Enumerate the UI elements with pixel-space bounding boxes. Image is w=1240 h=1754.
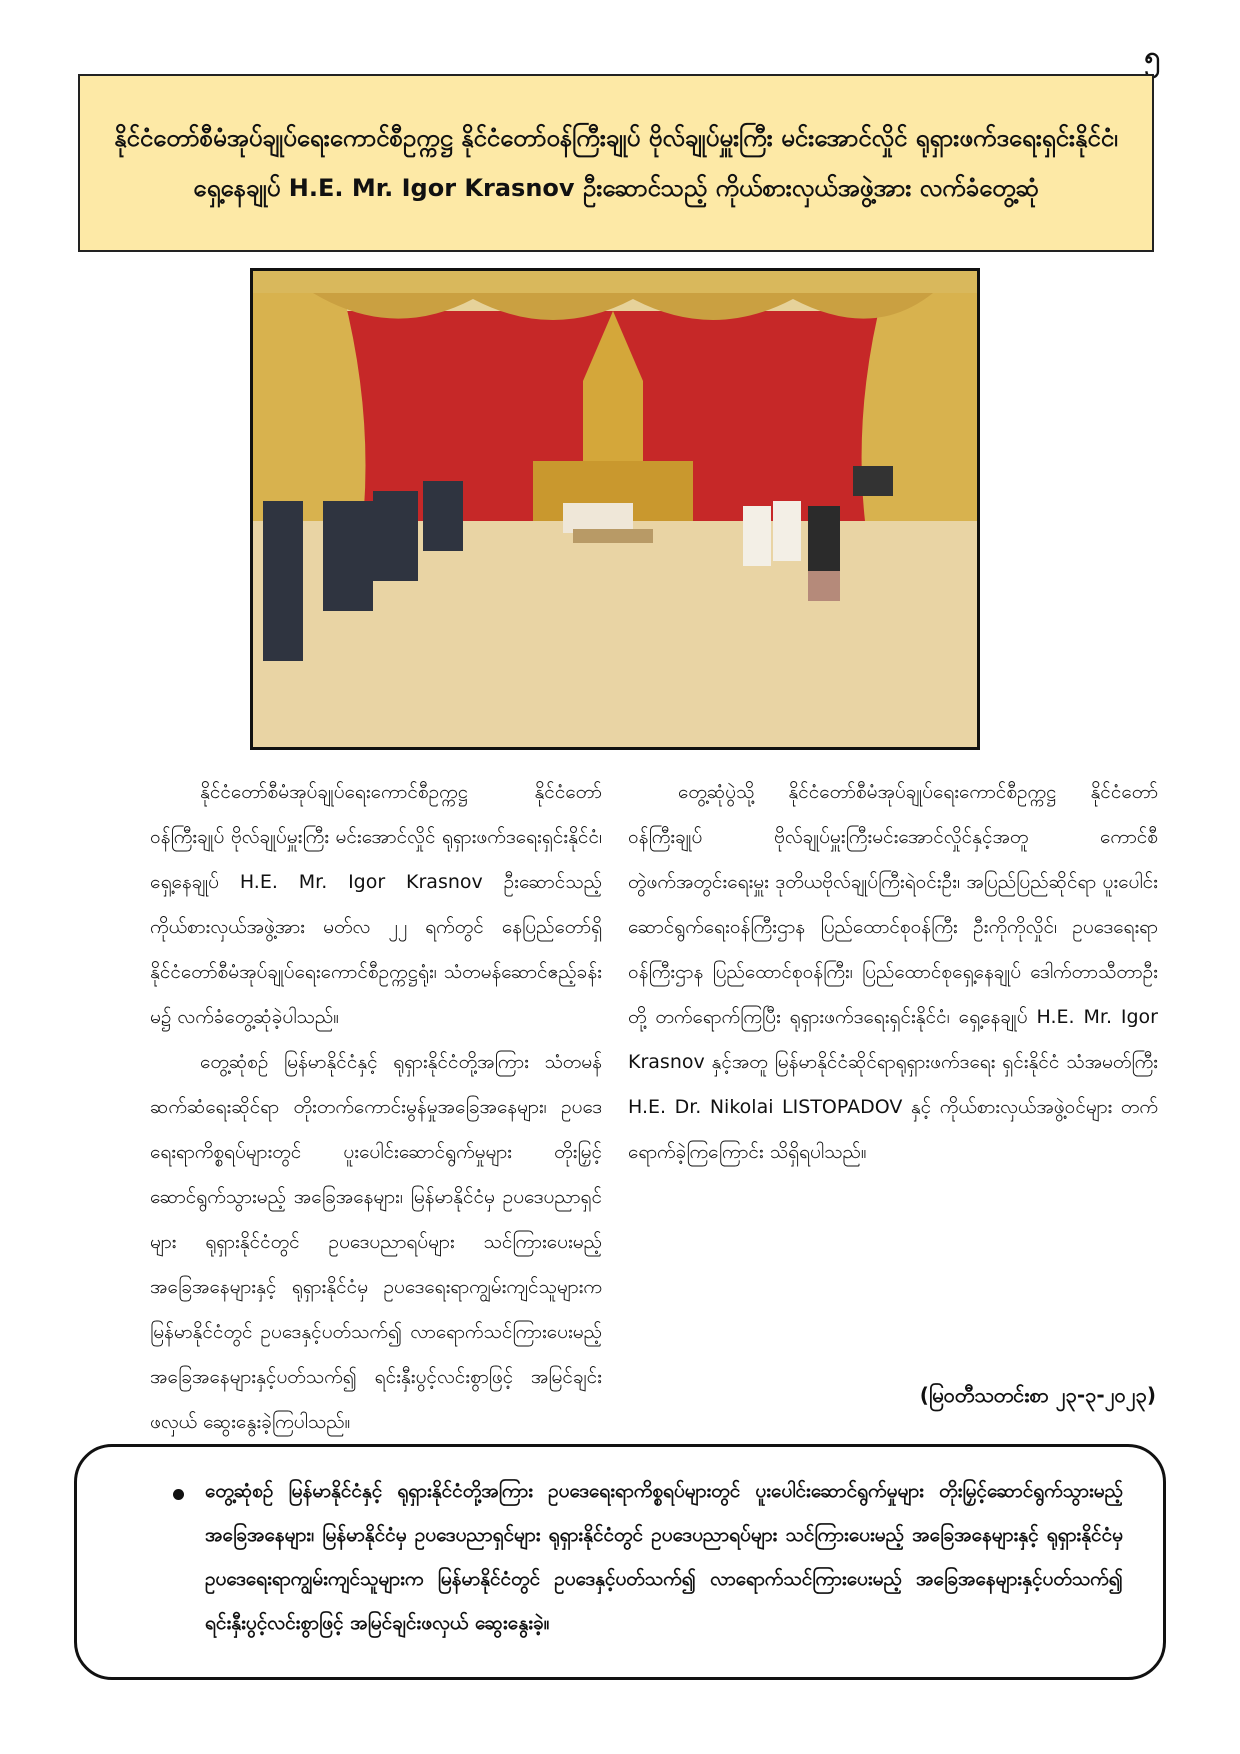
article-paragraph: နိုင်ငံတော်စီမံအုပ်ချုပ်ရေးကောင်စီဥက္ကဋ္ဌ နိုင်ငံတော်ဝန်ကြီးချုပ် ဗိုလ်ချုပ်မှူးကြီး မင်းအောင်လှိုင် ရုရှားဖက်ဒရေးရှင်းနိုင်ငံ၊ ရှေ့နေချုပ် H.E. Mr. Igor Krasnov ဦးဆောင်သည့် ကိုယ်စားလှယ်အဖွဲ့အား မတ်လ ၂၂ ရက်တွင် နေပြည်တော်ရှိ နိုင်ငံတော်စီမံအုပ်ချုပ်ရေးကောင်စီဥက္ကဋ္ဌရုံး၊ သံတမန်ဆောင်ဧည့်ခန်းမ၌ လက်ခံတွေ့ဆုံခဲ့ပါသည်။ [150,781,602,1028]
right-curtain [862,293,977,541]
camera-tripod [853,466,893,496]
headline-box [78,74,1154,252]
ceiling-trim [253,271,977,293]
headline: နိုင်ငံတော်စီမံအုပ်ချုပ်ရေးကောင်စီဥက္ကဋ္ဌ နိုင်ငံတော်ဝန်ကြီးချုပ် ဗိုလ်ချုပ်မှူးကြီး မင်းအောင်လှိုင် ရုရှားဖက်ဒရေးရှင်းနိုင်ငံ၊ ရှေ့နေချုပ် H.E. Mr. Igor Krasnov ဦးဆောင်သည့် ကိုယ်စားလှယ်အဖွဲ့အား လက်ခံတွေ့ဆုံ [114,124,1118,202]
meeting-room-photo [250,268,980,750]
photo-illustration [253,271,977,747]
source-citation: (မြဝတီသတင်းစာ ၂၃-၃-၂၀၂၃) [919,1383,1156,1407]
summary-text: တွေ့ဆုံစဉ် မြန်မာနိုင်ငံနှင့် ရုရှားနိုင်ငံတို့အကြား ဥပဒေရေးရာကိစ္စရပ်များတွင် ပူးပေါင်းဆောင်ရွက်မှုများ တိုးမြှင့်ဆောင်ရွက်သွားမည့် အခြေအနေများ၊ မြန်မာနိုင်ငံမှ ဥပဒေပညာရှင်များ ရုရှားနိုင်ငံတွင် ဥပဒေပညာရပ်များ သင်ကြားပေးမည့် အခြေအနေများနှင့် ရုရှားနိုင်ငံမှ ဥပဒေရေးရာကျွမ်းကျင်သူများက မြန်မာနိုင်ငံတွင် ဥပဒေနှင့်ပတ်သက်၍ လာရောက်သင်ကြားပေးမည့် အခြေအနေများနှင့်ပတ်သက်၍ ရင်းနှီးပွင့်လင်းစွာဖြင့် အမြင်ချင်းဖလှယ် ဆွေးနွေးခဲ့။ [205,1480,1123,1634]
seated-host [563,503,633,533]
article-column-right [628,770,1158,1175]
article-column-left [150,770,602,1445]
summary-box [74,1444,1166,1680]
page-number: ၅ [1144,40,1160,73]
article-paragraph: တွေ့ဆုံပွဲသို့ နိုင်ငံတော်စီမံအုပ်ချုပ်ရေးကောင်စီဥက္ကဋ္ဌ နိုင်ငံတော်ဝန်ကြီးချုပ် ဗိုလ်ချုပ်မှူးကြီးမင်းအောင်လှိုင်နှင့်အတူ ကောင်စီတွဲဖက်အတွင်းရေးမှူး ဒုတိယဗိုလ်ချုပ်ကြီးရဲဝင်းဦး၊ အပြည်ပြည်ဆိုင်ရာ ပူးပေါင်းဆောင်ရွက်ရေးဝန်ကြီးဌာန ပြည်ထောင်စုဝန်ကြီး ဦးကိုကိုလှိုင်၊ ဥပဒေရေးရာဝန်ကြီးဌာန ပြည်ထောင်စုဝန်ကြီး၊ ပြည်ထောင်စုရှေ့နေချုပ် ဒေါက်တာသီတာဦးတို့ တက်ရောက်ကြပြီး ရုရှားဖက်ဒရေးရှင်းနိုင်ငံ၊ ရှေ့နေချုပ် H.E. Mr. Igor Krasnov နှင့်အတူ မြန်မာနိုင်ငံဆိုင်ရာရုရှားဖက်ဒရေး ရှင်းနိုင်ငံ သံအမတ်ကြီး H.E. Dr. Nikolai LISTOPADOV နှင့် ကိုယ်စားလှယ်အဖွဲ့ဝင်များ တက်ရောက်ခဲ့ကြကြောင်း သိရှိရပါသည်။ [628,781,1158,1163]
article-paragraph: တွေ့ဆုံစဉ် မြန်မာနိုင်ငံနှင့် ရုရှားနိုင်ငံတို့အကြား သံတမန်ဆက်ဆံရေးဆိုင်ရာ တိုးတက်ကောင်းမွန်မှုအခြေအနေများ၊ ဥပဒေရေးရာကိစ္စရပ်များတွင် ပူးပေါင်းဆောင်ရွက်မှုများ တိုးမြှင့်ဆောင်ရွက်သွားမည့် အခြေအနေများ၊ မြန်မာနိုင်ငံမှ ဥပဒေပညာရှင်များ ရုရှားနိုင်ငံတွင် ဥပဒေပညာရပ်များ သင်ကြားပေးမည့် အခြေအနေများနှင့် ရုရှားနိုင်ငံမှ ဥပဒေရေးရာကျွမ်းကျင်သူများက မြန်မာနိုင်ငံတွင် ဥပဒေနှင့်ပတ်သက်၍ လာရောက်သင်ကြားပေးမည့် အခြေအနေများနှင့်ပတ်သက်၍ ရင်းနှီးပွင့်လင်းစွာဖြင့် အမြင်ချင်းဖလှယ် ဆွေးနွေးခဲ့ကြပါသည်။ [150,1051,602,1433]
bullet-icon [173,1489,184,1500]
center-table [573,529,653,543]
